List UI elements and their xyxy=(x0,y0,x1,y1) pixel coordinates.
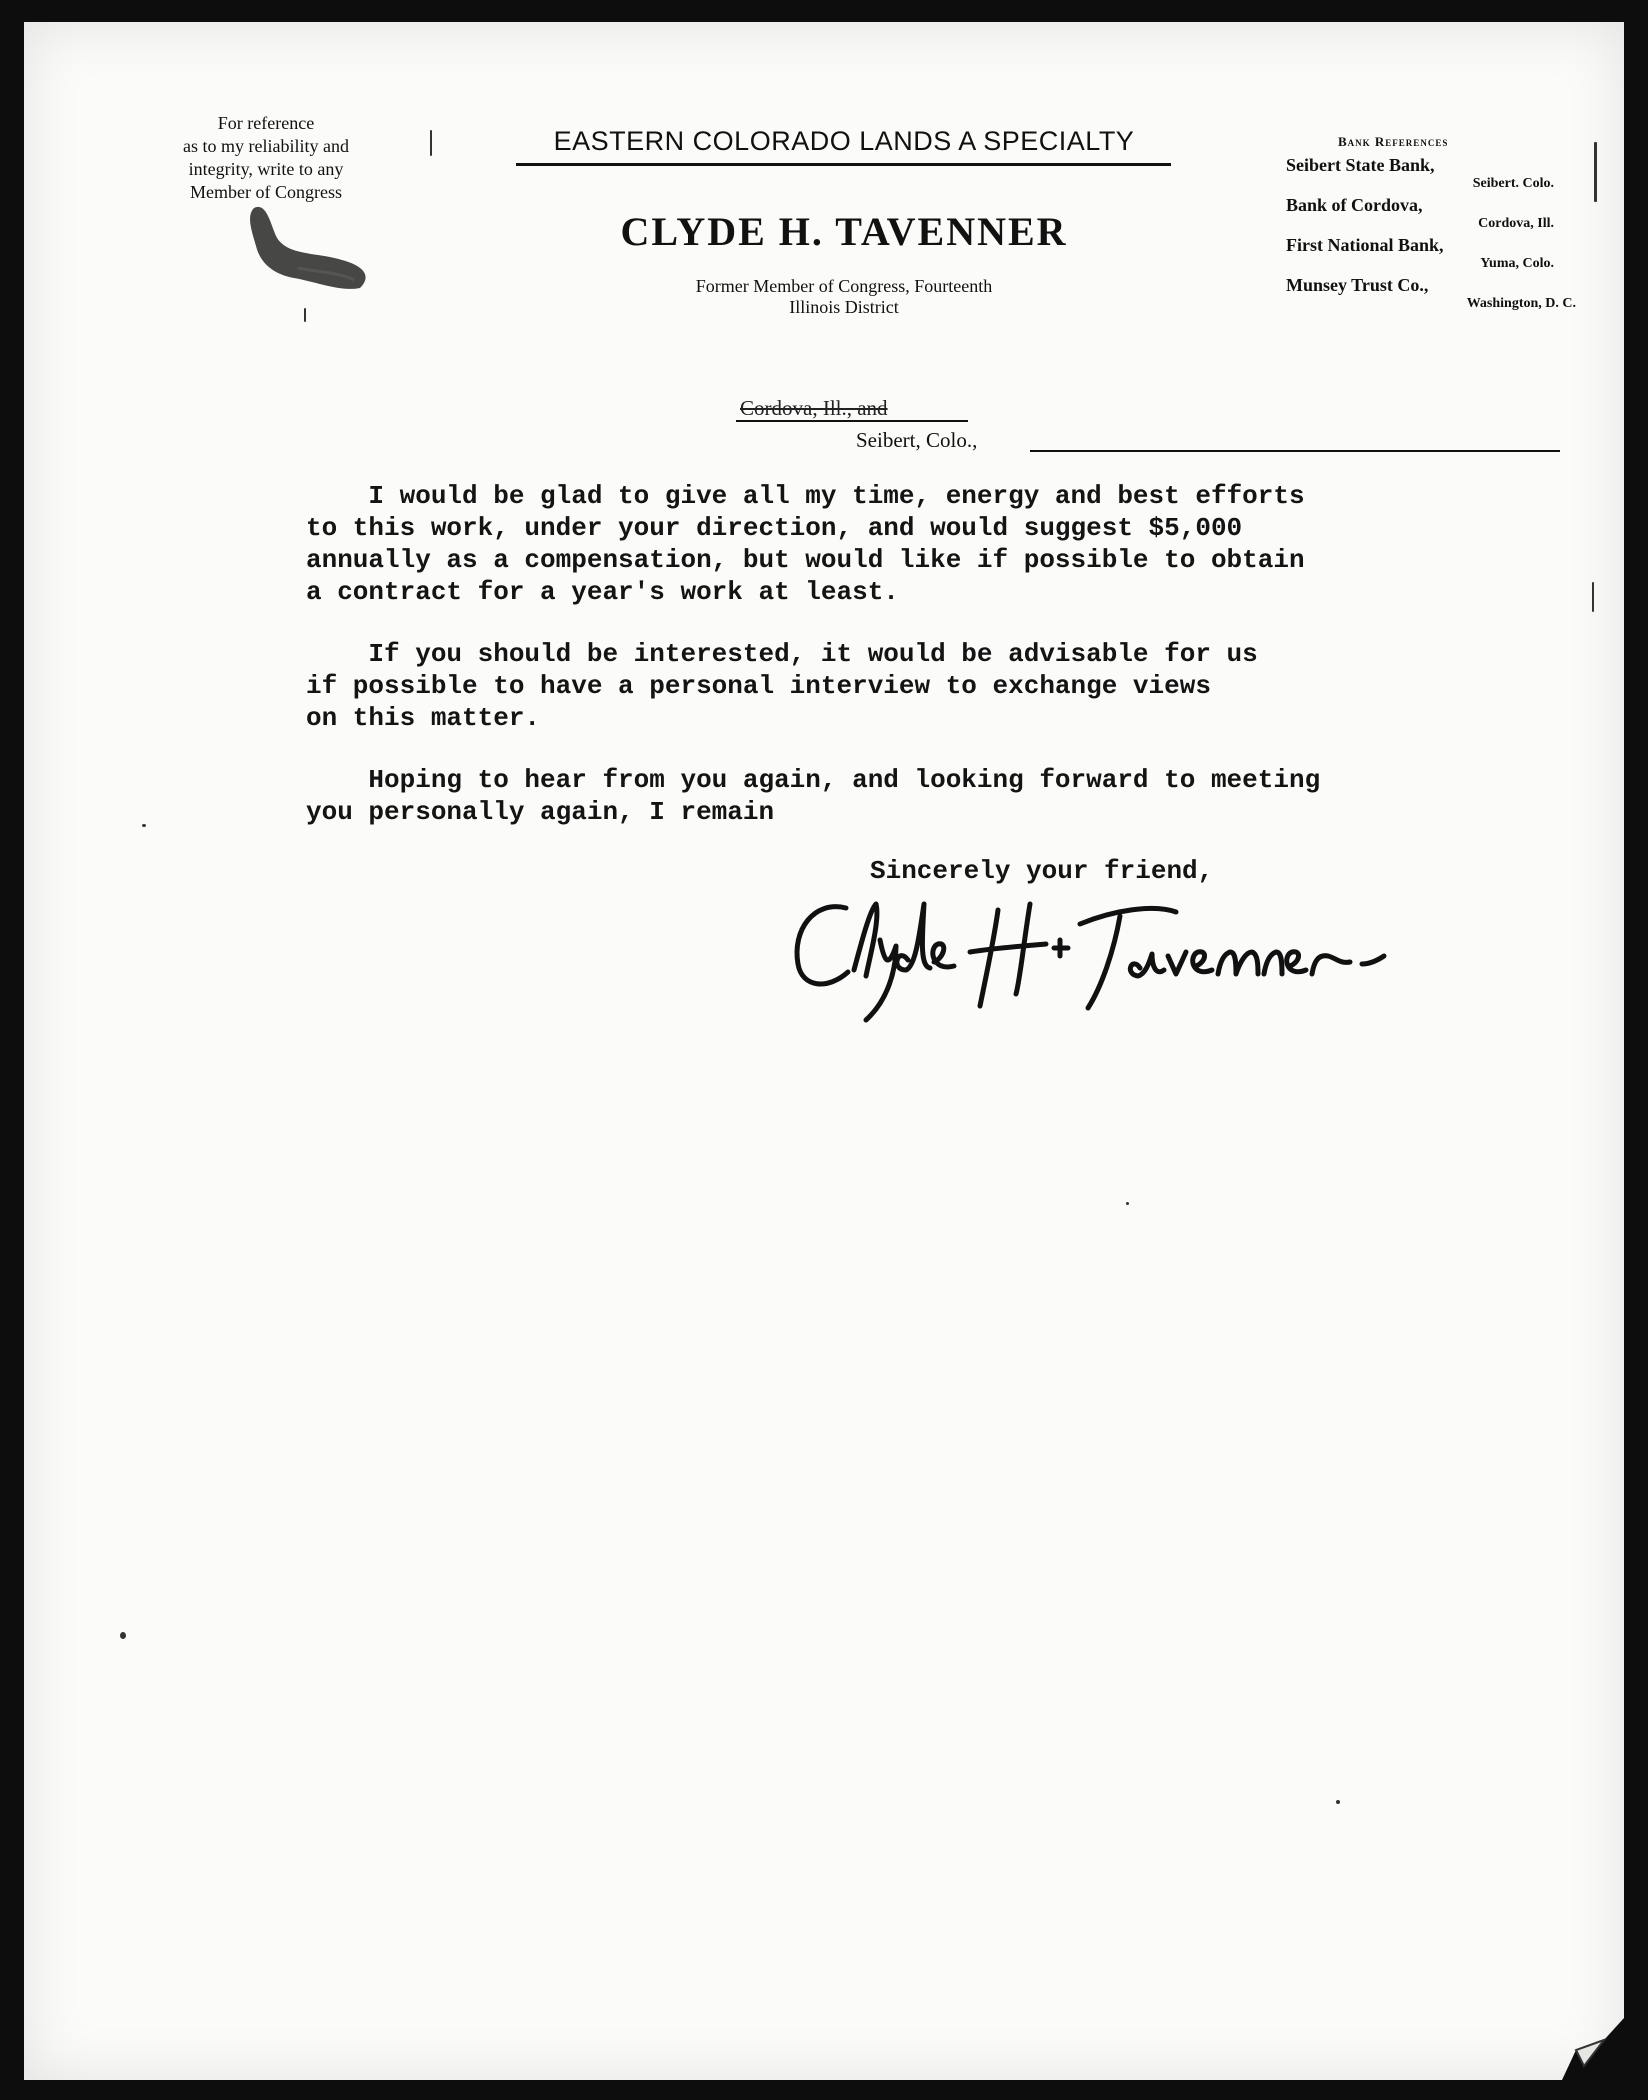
bank-place: Seibert. Colo. xyxy=(1472,176,1554,191)
bank-place: Yuma, Colo. xyxy=(1480,256,1554,271)
subtitle-line-1: Former Member of Congress, Fourteenth xyxy=(695,276,993,296)
bank-place: Washington, D. C. xyxy=(1466,296,1576,311)
ink-stain xyxy=(246,202,376,292)
subtitle-line-2: Illinois District xyxy=(789,297,899,317)
bank-entry xyxy=(1286,234,1576,272)
date-line-rule xyxy=(1030,450,1560,452)
folded-corner xyxy=(1554,2010,1624,2080)
closing-line: Sincerely your friend, xyxy=(870,856,1214,886)
bank-entry xyxy=(1286,194,1576,232)
letterhead-name: CLYDE H. TAVENNER xyxy=(620,209,1068,254)
letterhead-subtitle xyxy=(514,276,1174,318)
reference-note-line: Member of Congress xyxy=(190,182,342,202)
address-rule-short xyxy=(736,420,968,422)
bank-name: First National Bank, xyxy=(1286,235,1444,255)
reference-note-line: For reference xyxy=(217,113,315,133)
letter-body xyxy=(306,480,1546,858)
bank-name: Bank of Cordova, xyxy=(1286,195,1423,215)
bank-references-heading: Bank References xyxy=(1338,134,1449,149)
letter-sheet xyxy=(24,22,1624,2080)
body-paragraph: If you should be interested, it would be advisable for us if possible to have a personal interview to exchange views on this matter. xyxy=(306,639,1258,733)
letterhead-specialty: EASTERN COLORADO LANDS A SPECIALTY xyxy=(553,126,1135,156)
bank-entry xyxy=(1286,154,1576,192)
reference-note-line: integrity, write to any xyxy=(188,159,344,179)
bank-name: Seibert State Bank, xyxy=(1286,155,1435,175)
specialty-underline xyxy=(516,163,1171,166)
reference-note xyxy=(136,112,396,204)
body-paragraph: I would be glad to give all my time, energy and best efforts to this work, under your direction, and would suggest $5,000 annually as a compensation, but would like if possible to obtain a contract for a year's work at least. xyxy=(306,481,1305,607)
struck-address: Cordova, Ill., and xyxy=(740,396,888,420)
bank-place: Cordova, Ill. xyxy=(1478,216,1554,231)
bank-entry xyxy=(1286,274,1576,312)
bank-references xyxy=(1286,134,1576,314)
bank-name: Munsey Trust Co., xyxy=(1286,275,1429,295)
body-paragraph: Hoping to hear from you again, and looking forward to meeting you personally again, I remain xyxy=(306,765,1321,827)
reference-note-line: as to my reliability and xyxy=(183,136,349,156)
handwritten-signature xyxy=(784,890,1424,1030)
address-place: Seibert, Colo., xyxy=(856,428,978,452)
